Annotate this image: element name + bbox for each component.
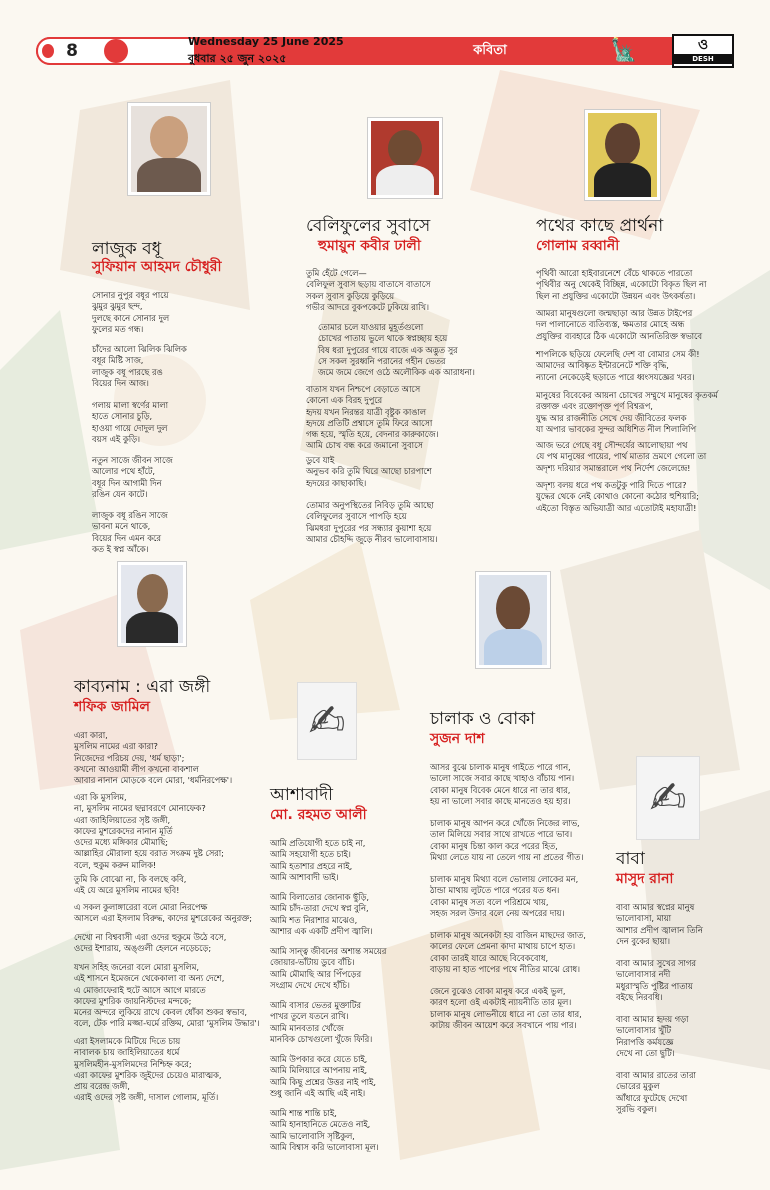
poem-author: মো. রহমত আলী	[270, 807, 367, 823]
poem-stanza: ডুবে যাই অনুভব করি তুমি ঘিরে আছো চারপাশে হৃদয়ের কাছাকাছি।	[306, 455, 432, 488]
date-bangla: বুধবার ২৫ জুন ২০২৫	[188, 52, 287, 65]
poem-stanza: গলায় মালা স্বর্ণের মালা হাতে সোনার চুড়ি, হাওয়া গায়ে দোদুল দুল বয়স এই কুড়ি।	[92, 400, 168, 444]
section-title: কবিতা	[473, 43, 507, 58]
poem-stanza: এরা কারা, মুসলিম নামের এরা কারা? নিজেদের পরিচয় দেয়, 'ধর্ম ছাড়া'; কখনো আওয়ামী লীগ কখনো বাকশাল আবার নানান মোড়কে বলে মোরা, 'ধর্মনিরপেক্ষ'।	[74, 730, 233, 786]
poem-stanza: তোমার অনুপস্থিতের নিবিড় তুমি আছো বেলিফুলের সুবাসে পাপড়ি হয়ে ঝিমধরা দুপুরের পর সন্ধ্যার কুয়াশা হয়ে আমার চৌহদ্দি জুড়ে নীরব ভালোবাসায়।	[306, 500, 438, 544]
poem-stanza: লাজুক বধূ রঙিন সাজে ভাবনা মনে থাকে, বিয়ের দিন এমন করে কত ই স্বপ্ন আঁকে।	[92, 510, 168, 554]
poem-stanza: চালাক মানুষ মিথ্যা বলে ভোলায় লোকের মন, ঠান্ডা মাথায় লুটতে পারে পরের যত ধন। বোকা মানুষ সত্য বলে পরিশ্রমে খায়, সহজ সরল উদার বলে নেয় অপরের দায়।	[430, 874, 579, 918]
author-photo-shafiq	[118, 562, 186, 646]
newspaper-logo	[672, 34, 734, 68]
poem-author: সুজন দাশ	[430, 731, 485, 747]
poem-stanza: চাঁদের আলো ঝিলিক ঝিলিক বধূর মিষ্টি সাজ, লাজুক বধূ পারছে রঙ বিয়ের দিন আজ।	[92, 344, 187, 388]
poem-stanza: বাবা আমার হৃদয় গড়া ভালোবাসার খুঁটি নিরাপত্তি কর্মযজ্ঞে দেখে না তো ছুটি।	[616, 1014, 689, 1058]
poem-stanza: এ সকল কুলাঙ্গারেরা বলে মোরা নিরপেক্ষ আসলে এরা ইসলাম বিরুদ্ধ, কাদের মুশরেকের অনুরক্ত;	[74, 902, 252, 924]
poem-stanza: দেখো না বিশ্ববাসী এরা ওদের হুকুমে উঠে বসে, ওদের ইশারায়, অঙ্গুলী হেলনে নড়েচড়ে;	[74, 932, 227, 954]
date-english: Wednesday 25 June 2025	[188, 35, 344, 48]
poem-stanza: জেনে বুঝেও বোকা মানুষ করে একই ভুল, কারণ হলো ওই একটাই ন্যায়নীতি তার মূল। চালাক মানুষ লোভনীয়ে ধারে না তো তার ধার, কাটায় জীবন আয়েশ করে সবখানে পায় পার।	[430, 986, 582, 1030]
author-photo-humayun	[368, 118, 442, 198]
page-marker-icon	[42, 44, 54, 58]
poem-stanza: আমি বিলাতোর জোনাক ছুঁড়ি, আমি চাঁদ-তারা দেখে স্বপ্ন বুনি, আমি শত নিরাশার মাঝেও, আশার এক একটি প্রদীপ জ্বালি।	[270, 892, 373, 936]
poem-author: শফিক জামিল	[74, 699, 150, 715]
poem-stanza: যখন সহিহ জনেরা বলে মোরা মুসলিম, এই শাসনে ইমেজনে থেকেকালা বা অন্য দেশে, এ মোজাফেরাই হুটে আসে আগে মারতে কাফের মুশরিক জায়নিস্টদের মন্দকে; মনের অন্দরে লুকিয়ে রাখে কেবল ধোঁকা শুকর স্বভাব, বলে, টেক পারি মজ্জা-ঘর্মে রক্তিম, মোরা 'মুসলিম উদ্ধার'।	[74, 962, 260, 1029]
poem-stanza: বাবা আমার সুখের সাগর ভালোবাসার নদী মধুরাস্মৃতি পুষ্টির পাতায় বইছে নিরবধি।	[616, 958, 696, 1002]
writing-hand-sketch-1: ✍	[297, 682, 357, 760]
logo-sub: DESH	[674, 54, 732, 64]
poem-stanza: অদৃশ্য বলয় ধরে পথ কতটুকু পারি দিতে পারে? যুদ্ধের থেকে নেই কোথাও কোনো কঠোর হুশিয়ারি; এইতো বিস্তৃত অভিযাত্রী আর এতোটাই মহাযাত্রী!	[536, 480, 699, 513]
poem-stanza: তোমার চলে যাওয়ার মুহূর্তগুলো চোখের পাতায় ভুলে থাকে স্বপ্নচ্ছায় হয়ে বিষ ধরা দুপুরের গায়ে বাজে এক অদ্ভুত সুর সে সকল সুরধ্বনি পরানের গহীন ভেতর জমে জমে জেগে ওঠে অলৌকিক এক আরাধনা।	[318, 322, 475, 378]
poem-stanza: তুমি হেঁটে গেলে— বেলিফুল সুবাস ছড়ায় বাতাসে বাতাসে সকল সুবাস কুড়িয়ে কুড়িয়ে গভীর আদরে বুকপকেটে ঢুকিয়ে রাখি।	[306, 268, 431, 312]
poem-stanza: নতুন সাজে জীবন সাজে আলোর পথে হাঁটে, বধূর দিন আগামী দিন রঙিন যেন কাটে।	[92, 455, 173, 499]
poem-stanza: আমি বাসার ভেতর মুক্তাটির পাখর তুলে যতনে রাখি। আমি মানবতার খোঁজে মানবিক চোখগুলো খুঁজে ফিরি।	[270, 1000, 373, 1044]
poem-title: বেলিফুলের সুবাসে	[306, 216, 431, 236]
poem-stanza: এরা ইসলামকে মিটিয়ে দিতে চায় নাবালক চায় জাহিলিয়াতের ধর্মে মুসলিমহীন-মুসলিমদের নিশ্চিহ্ন করে; এরা কাফের মুশরিক জুইদের চেয়েও মারাত্মক, প্রায় বরেন্দ্র জঙ্গী, এরাই ওদের সৃষ্ট জঙ্গী, দাসাল গোলাম, মূর্তি।	[74, 1036, 222, 1103]
poem-stanza: পৃথিবী আরো হাইবারনেশে বেঁচে থাকতে পারতো পৃথিবীর অনু থেকেই বিচ্ছিন্ন, একোটো বিকৃত ছিল না ছিল না প্রযুক্তির একোটো উন্নয়ন এবং উৎকর্ষতা।	[536, 268, 707, 301]
poem-title: কাব্যনাম : এরা জঙ্গী	[74, 677, 211, 697]
logo-mark: ও	[697, 37, 709, 53]
poem-stanza: আসর বুঝে চালাক মানুষ গাইতে পারে গান, ভালো সাজে সবার কাছে খাহাও বাঁচায় পান। বোকা মানুষ বিবেক মেনে ধারে না তার ধার, হয় না ভালো সবার কাছে মানতেও হয় হার।	[430, 762, 575, 806]
page-header	[0, 34, 770, 68]
poem-stanza: আজ ভরে গেছে বধূ সৌন্দর্যের আলোছায়া পথ যে পথ মানুষের পায়ের, পার্থ মাতার ভ্রমণে গেলো তা অদৃশ্য দরিয়ার সমান্তরালে পথ নির্দেশ জেলেন্দ্রে!	[536, 440, 707, 473]
statue-icon: 🗽	[610, 38, 638, 63]
poem-title: চালাক ও বোকা	[430, 709, 536, 729]
poem-author: সুফিয়ান আহমদ চৌধুরী	[92, 259, 222, 275]
poem-stanza: আমি সান্ত্ব জীবনের অশান্ত সময়ের জোয়ার-ভাঁটায় ডুবে বাঁচি। আমি মৌমাছি আর পিঁপড়ের সংগ্রাম দেখে দেখে হাঁচি।	[270, 946, 387, 990]
poem-title: আশাবাদী	[270, 785, 334, 805]
poem-title: পথের কাছে প্রার্থনা	[536, 216, 664, 236]
author-photo-sufian	[128, 103, 210, 195]
page-number: 8	[66, 41, 78, 61]
poem-stanza: তুমি কি বোঝো না, কি বলছে কবি, এই যে অরে মুসলিম নামের ছবি!	[74, 874, 187, 896]
poem-stanza: মানুষের বিবেকের আয়না চোখের সম্মুখে মানুষের কৃতকর্ম রক্তাক্ত এবং রক্তোপৃক্ত পূর্ণ বিশ্বরূপ, যুদ্ধ আর রাজনীতি সেখে দেয় জীবিতের ফলক যা অপার ভাবকের সুন্দর অধিশিত নীল শিলালিপি	[536, 390, 718, 434]
poem-stanza: আমি প্রতিযোগী হতে চাই না, আমি সহযোগী হতে চাই। আমি হতাশার প্রহরে নাই, আমি আশাবাদী ভাই।	[270, 838, 366, 882]
poem-stanza: এরা কি মুসলিম, না, মুসলিম নামের ছদ্মাবরণে মোনাফেক? এরা জাহিলিয়াতের সৃষ্ট জঙ্গী, কাফের মুশরেকদের নানান মূর্তি ওদের মধ্যে মঙ্গিকার মৌমাছি; আল্লাহির মৌরালা হয়ে বরাত সংক্রম দুষ্ট সেরা; বলে, হুকুম করুন মালিক!	[74, 792, 224, 870]
poem-author: গোলাম রব্বানী	[536, 238, 620, 254]
poem-stanza: চালাক মানুষ অনেকটা হয় বাজিন মাছদের জাত, কালের ফেলে প্রেমনা কাদা মাথায় চাপে হাত। বোকা তারই যারে আছে বিবেকবোধ, বাড়ায় না হাত পাপের পথে নীতির মাঝে রোধ।	[430, 930, 586, 974]
poem-stanza: শাপলিকে ছড়িয়ে ফেলেছি দেশ বা বোমার সেম কী! আমাদের আবিষ্কৃত ইন্টারনেটে শক্তি বৃদ্ধি, ন্যানো নেকেড়েই ছড়াতে পারে ধ্বংসযজ্ঞের খবর।	[536, 349, 700, 382]
poem-stanza: আমরা মানুষগুলো জন্মছাড়া আর উন্নত টাইপের দল পালানোতে ব্যতিব্যস্ত, ক্ষমতার মোহে অন্ধ প্রযুক্তির ব্যবহারে ঠিক একোটো আনতিরিক্ত স্বভাবে	[536, 308, 703, 341]
poem-stanza: বাতাস যখন নিশ্চপে বেড়াতে আসে কোনো এক বিরহ দুপুরে হৃদয় যখন নিরন্তর যাত্রী বৃষ্টুক কাঙাল হৃদয়ে প্রতিটি প্রশ্বাসে তুমি ফিরে আসো গন্ধ হয়ে, স্মৃতি হয়ে, বেদনার কারুকাজে। আমি চোখ বন্ধ করে জমানো সুবাসে	[306, 384, 439, 451]
poem-stanza: বাবা আমার রাতের তারা ভোরের মুকুল আঁধারে ফুটেছে দেখো সুরভি বকুল।	[616, 1070, 696, 1114]
author-photo-sujan	[476, 572, 550, 668]
poem-stanza: আমি উপকার করে যেতে চাই, আমি মিলিয়ারে আপনায় নাই, আমি কিছু প্রশ্নের উত্তর নাই পাই, শুধু জানি এই আছি এই নাই।	[270, 1054, 376, 1098]
poem-stanza: আমি শান্ত শান্তি চাই, আমি হানাহানিতে মেতেও নাই, আমি ভালোবাসি সৃষ্টিকুল, আমি বিশ্বাস করি ভালোবাসা মূল।	[270, 1108, 379, 1152]
header-circle-icon	[104, 39, 128, 63]
poem-author: মাসুদ রানা	[616, 871, 674, 887]
poem-stanza: চালাক মানুষ আপন করে খোঁজে নিজের লাভ, তাল মিলিয়ে সবার সাথে রাখতে পারে ভাব। বোকা মানুষ চিন্তা কাল করে পরের হিত, মিথ্যা লেতে যায় না তেলে গায় না প্রতের গীত।	[430, 818, 584, 862]
poem-author: হুমায়ুন কবীর ঢালী	[318, 238, 421, 254]
poem-title: বাবা	[616, 849, 645, 869]
poem-stanza: বাবা আমার স্বপ্নের মানুষ ভালোবাসা, মায়া আশার প্রদীপ জ্বালান তিনি দেন বুকের ছায়া।	[616, 902, 703, 946]
author-photo-golam	[585, 110, 660, 200]
poem-title: লাজুক বধূ	[92, 239, 162, 259]
writing-hand-sketch-2: ✍	[636, 756, 700, 840]
poem-stanza: সোনার নুপুর বধূর পায়ে ঝুমুর ঝুমুর ছন্দ, দুলছে কানে সোনার দুল ফুলের মত গন্ধ।	[92, 290, 170, 334]
